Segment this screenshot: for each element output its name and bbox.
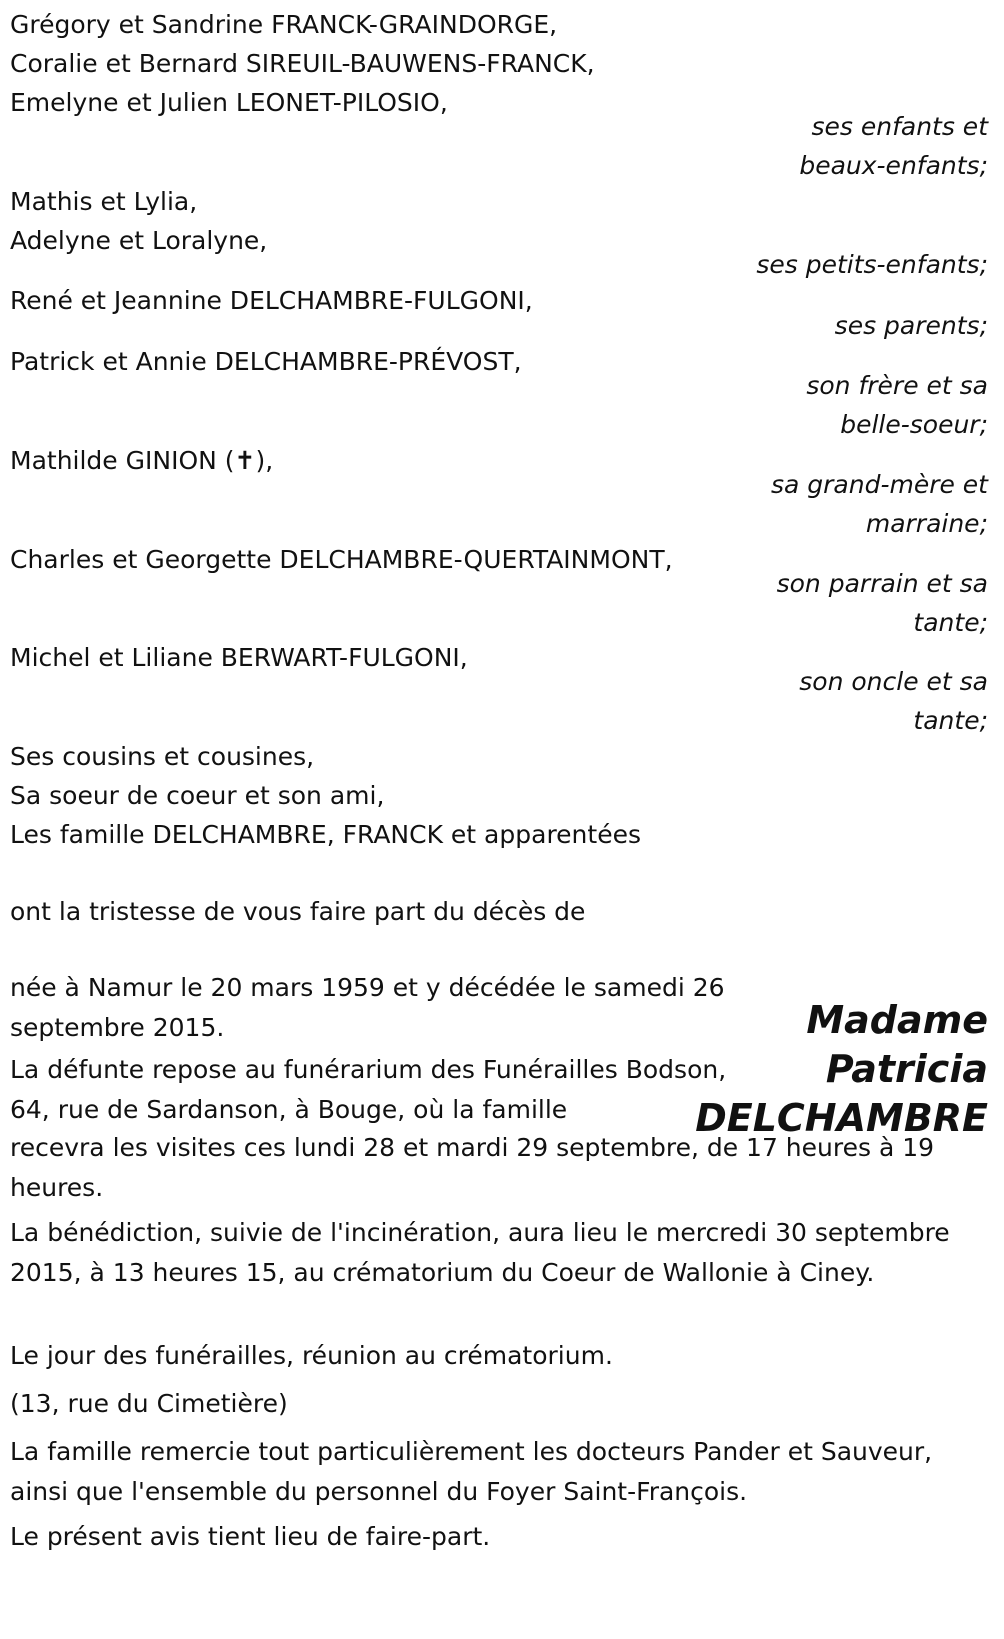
crematorium-address: (13, rue du Cimetière) [10,1389,288,1418]
notice-paragraph: Le présent avis tient lieu de faire-part. [10,1522,491,1551]
relation-line: belle-soeur; [840,410,988,439]
relation-line: ses enfants et [811,112,988,141]
relation-line: sa grand-mère et [770,470,988,499]
relation-line: marraine; [865,509,988,538]
family-line: Les famille DELCHAMBRE, FRANCK et apparentées [10,820,641,849]
deceased-first-name: Patricia [825,1047,988,1091]
family-line: Charles et Georgette DELCHAMBRE-QUERTAINMONT, [10,545,673,574]
family-line: Grégory et Sandrine FRANCK-GRAINDORGE, [10,10,558,39]
gathering-paragraph: Le jour des funérailles, réunion au crématorium. [10,1341,613,1370]
family-line: Ses cousins et cousines, [10,742,315,771]
relation-line: tante; [913,706,988,735]
ceremony-paragraph: La bénédiction, suivie de l'incinération, aura lieu le mercredi 30 septembre 2015, à 13 heures 15, au crématorium du Coeur de Wallonie à Ciney. [10,1218,950,1287]
thanks-paragraph: La famille remercie tout particulièrement les docteurs Pander et Sauveur, ainsi que l'ensemble du personnel du Foyer Saint-François. [10,1437,933,1506]
deceased-name [695,996,988,1143]
family-line: Mathis et Lylia, [10,187,198,216]
relation-line: son parrain et sa [776,569,988,598]
family-line: Michel et Liliane BERWART-FULGONI, [10,643,468,672]
repose-paragraph-end: recevra les visites ces lundi 28 et mardi 29 septembre, de 17 heures à 19 heures. [10,1133,935,1202]
family-line: Mathilde GINION (✝), [10,446,274,475]
relation-line: ses petits-enfants; [756,250,988,279]
family-line: Sa soeur de coeur et son ami, [10,781,385,810]
relation-line: beaux-enfants; [799,151,988,180]
relation-line: ses parents; [834,311,988,340]
relation-line: tante; [913,608,988,637]
family-line: Patrick et Annie DELCHAMBRE-PRÉVOST, [10,347,522,376]
relation-line: son oncle et sa [799,667,988,696]
family-line: Emelyne et Julien LEONET-PILOSIO, [10,88,448,117]
birth-death-paragraph: née à Namur le 20 mars 1959 et y décédée le samedi 26 septembre 2015. [10,973,725,1042]
relation-line: son frère et sa [806,371,988,400]
deceased-last-name: DELCHAMBRE [695,1096,988,1140]
deceased-title: Madame [806,998,988,1042]
repose-paragraph-start: La défunte repose au funérarium des Funérailles Bodson, 64, rue de Sardanson, à Bouge, où la famille [10,1055,727,1124]
family-line: Coralie et Bernard SIREUIL-BAUWENS-FRANCK, [10,49,595,78]
family-line: Adelyne et Loralyne, [10,226,268,255]
family-line: René et Jeannine DELCHAMBRE-FULGONI, [10,286,533,315]
announcement-text: ont la tristesse de vous faire part du décès de [10,897,586,926]
